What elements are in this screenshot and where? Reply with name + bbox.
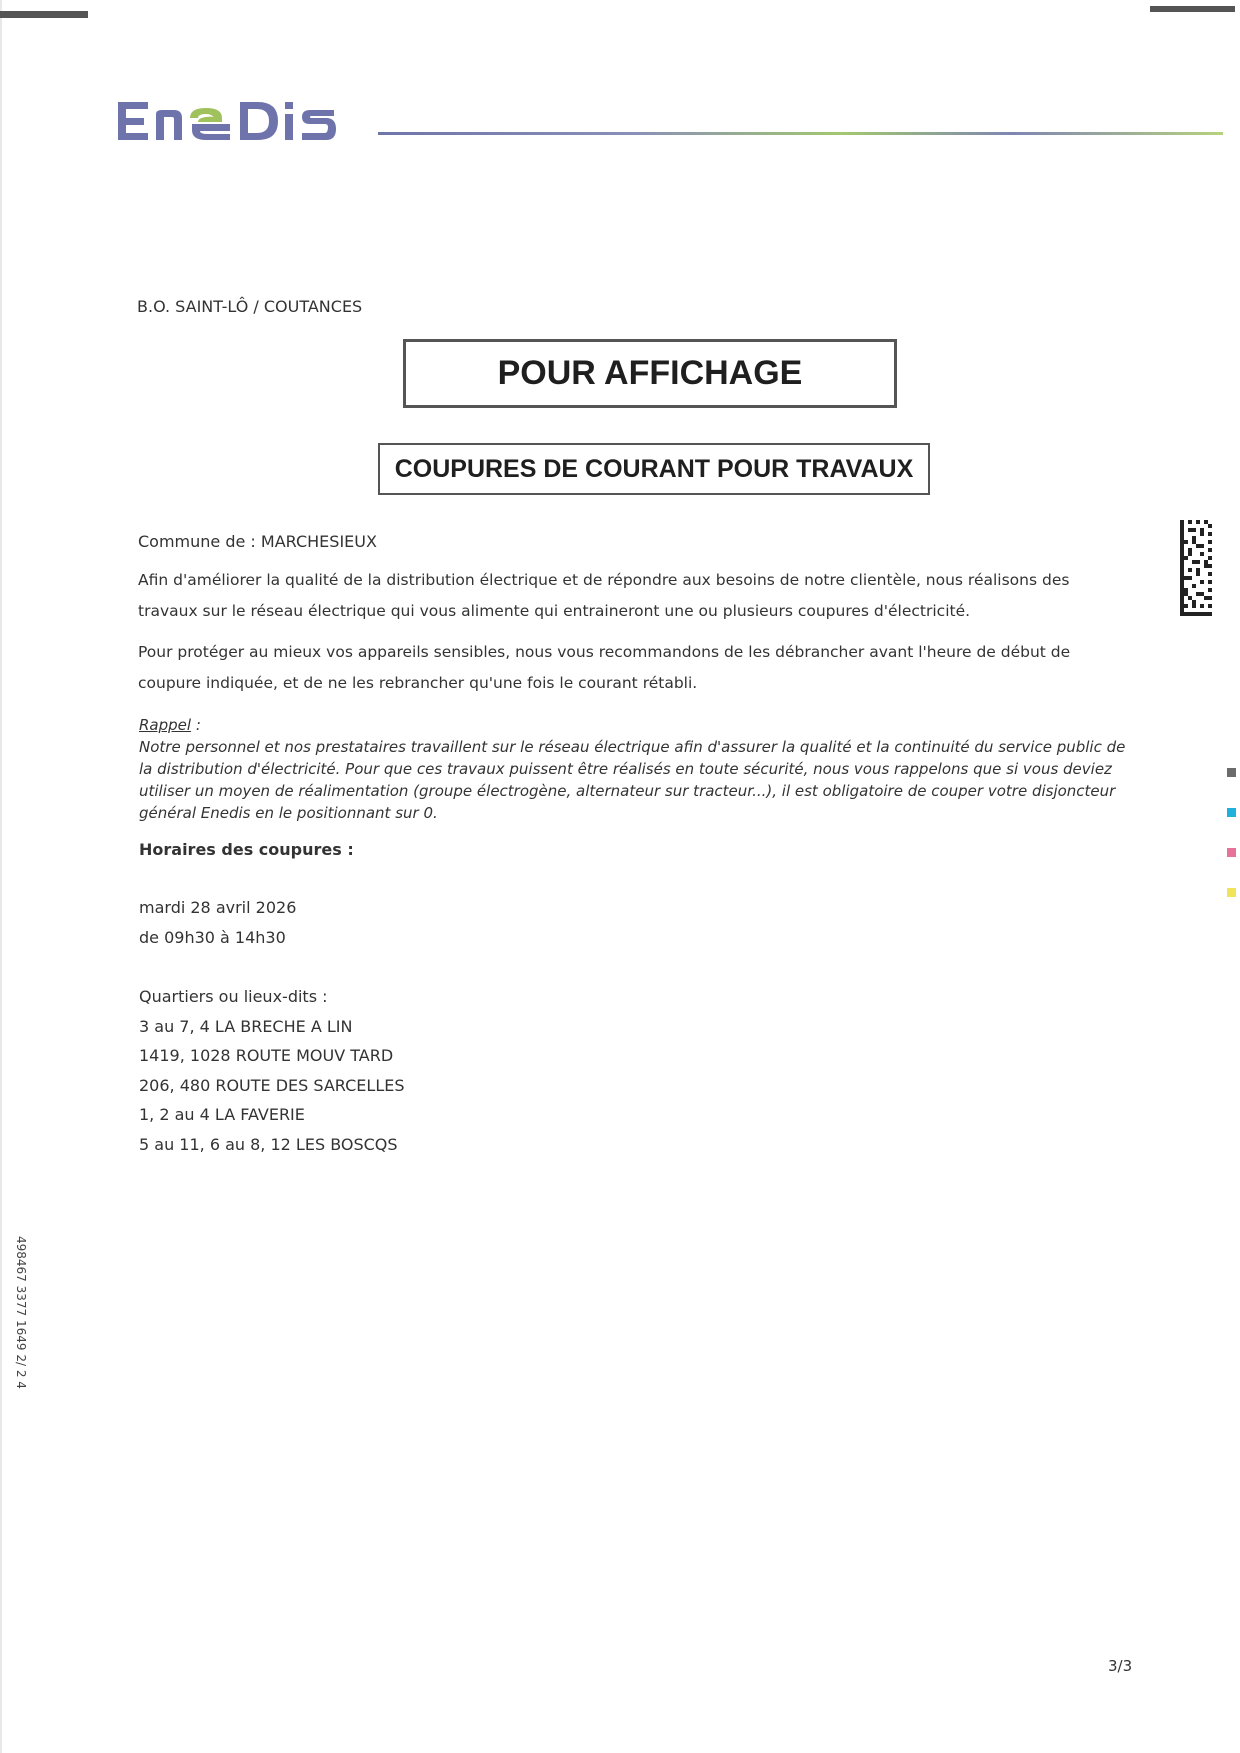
locations-heading: Quartiers ou lieux-dits : bbox=[139, 987, 328, 1006]
paragraph-advice: Pour protéger au mieux vos appareils sensibles, nous vous recommandons de les débrancher avant l'heure de début de coupure indiquée, et de ne les rebrancher qu'une fois le courant rétabli. bbox=[138, 643, 1071, 692]
page-number: 3/3 bbox=[1108, 1657, 1133, 1675]
paragraph-intro: Afin d'améliorer la qualité de la distribution électrique et de répondre aux besoins de notre clientèle, nous réalisons des travaux sur le réseau électrique qui vous alimente qui entraineront une ou plusieurs coupures d'électricité. bbox=[138, 571, 1070, 620]
sub-title: COUPURES DE COURANT POUR TRAVAUX bbox=[394, 454, 914, 483]
title-box-main bbox=[403, 339, 897, 408]
title-box-sub bbox=[378, 443, 930, 495]
location-item: 1419, 1028 ROUTE MOUV TARD bbox=[139, 1046, 394, 1065]
scan-edge-mark-right bbox=[1150, 6, 1235, 12]
registration-swatch-magenta bbox=[1227, 848, 1236, 857]
location-item: 3 au 7, 4 LA BRECHE A LIN bbox=[139, 1017, 353, 1036]
commune-line: Commune de : MARCHESIEUX bbox=[138, 532, 377, 551]
side-print-codes bbox=[10, 1236, 32, 1436]
schedule-heading: Horaires des coupures : bbox=[139, 840, 354, 859]
location-item: 5 au 11, 6 au 8, 12 LES BOSCQS bbox=[139, 1135, 398, 1154]
registration-swatch-yellow bbox=[1227, 888, 1236, 897]
registration-swatch-cyan bbox=[1227, 808, 1236, 817]
rappel-heading bbox=[139, 714, 1129, 736]
scan-edge-mark-left bbox=[0, 11, 88, 18]
org-name: B.O. SAINT-LÔ / COUTANCES bbox=[137, 297, 363, 316]
logo-rule bbox=[378, 132, 1223, 135]
main-title: POUR AFFICHAGE bbox=[497, 354, 803, 392]
rappel-block bbox=[139, 714, 1129, 824]
enedis-logo bbox=[118, 88, 368, 148]
scan-left-edge bbox=[0, 0, 2, 1753]
rappel-title: Rappel bbox=[139, 716, 192, 734]
location-item: 1, 2 au 4 LA FAVERIE bbox=[139, 1105, 305, 1124]
schedule-time: de 09h30 à 14h30 bbox=[139, 928, 286, 947]
schedule-date: mardi 28 avril 2026 bbox=[139, 898, 297, 917]
rappel-title-suffix: : bbox=[191, 716, 201, 734]
datamatrix-code bbox=[1180, 520, 1212, 616]
registration-swatch-gray bbox=[1227, 768, 1236, 777]
rappel-text: Notre personnel et nos prestataires travaillent sur le réseau électrique afin d'assurer la qualité et la continuité du service public de la distribution d'électricité. Pour que ces travaux puissent être réalisés en toute sécurité, nous vous rappelons que si vous deviez utiliser un moyen de réalimentation (groupe électrogène, alternateur sur tracteur...), il est obligatoire de couper votre disjoncteur général Enedis en le positionnant sur 0. bbox=[139, 738, 1126, 822]
location-item: 206, 480 ROUTE DES SARCELLES bbox=[139, 1076, 405, 1095]
side-print-codes-text: 498467 3377 1649 2/ 2 4 bbox=[14, 1236, 28, 1389]
